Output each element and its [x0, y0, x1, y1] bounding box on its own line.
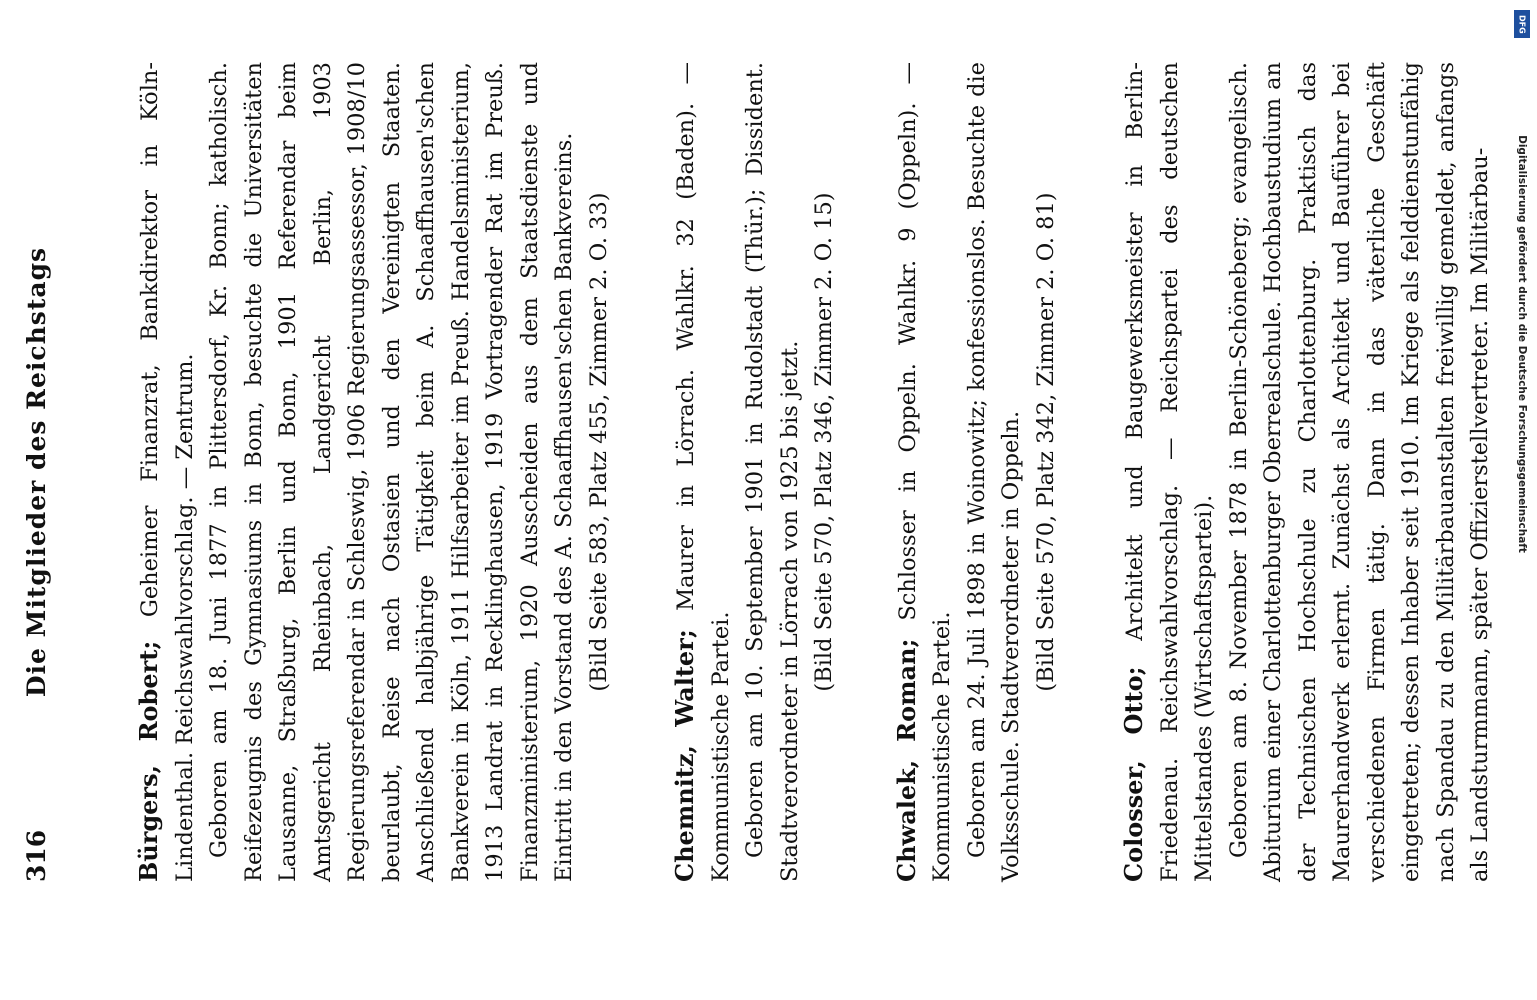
biography-entry [1117, 62, 1498, 882]
entry-paragraph: Geboren am 24. Juli 1898 in Woinowitz; konfessionslos. Besuchte die Volksschule. Stadtverordneter in Oppeln. [963, 62, 1024, 882]
digitization-credit: Digitalisierung gefördert durch die Deutsche Forschungsgemeinschaft [1516, 135, 1528, 553]
entry-heading [668, 62, 738, 882]
entry-heading [132, 62, 202, 882]
entry-occupation: Maurer in Lörrach. Wahlkr. 32 (Baden). — Kommunistische Partei. [673, 61, 734, 882]
entry-given-name: Walter; [670, 629, 699, 727]
entry-heading [1117, 62, 1222, 882]
biography-entry [890, 62, 1064, 882]
entry-surname: Chwalek, [891, 759, 921, 882]
entry-given-name: Otto; [1119, 666, 1148, 735]
running-head [22, 62, 84, 882]
entry-reference: (Bild Seite 583, Platz 455, Zimmer 2. O. 33) [585, 192, 612, 692]
entry-occupation: Schlosser in Oppeln. Wahlkr. 9 (Oppeln). — Kommunistische Partei. [894, 62, 955, 882]
entry-surname: Colosser, [1119, 760, 1148, 882]
entry-reference: (Bild Seite 570, Platz 346, Zimmer 2. O. 15) [811, 192, 837, 692]
dfg-logo-icon: DFG [1514, 10, 1530, 38]
entry-paragraph: Geboren am 8. November 1878 in Berlin-Schöneberg; evangelisch. Abiturium einer Charlottenburger Oberrealschule. Hochbaustudium an der Technischen Hochschule zu Charlottenburg. Praktisch das Maurerhandwerk erlernt. Zunächst als Architekt und Bauführer bei verschiedenen Firmen tätig. Dann in das väterliche Geschäft eingetreten; dessen Inhaber seit 1910. Im Kriege als felddienstunfähig nach Spandau zu den Militärbauanstalten freiwillig gemeldet, anfangs als Landsturmmann, später Offizierstellvertreter. Im Militärbau- [1225, 62, 1493, 882]
entry-given-name: Robert; [134, 640, 163, 742]
entry-given-name: Roman; [891, 638, 921, 742]
entry-surname: Chemnitz, [670, 745, 699, 882]
digitization-stamp [1509, 4, 1535, 684]
entry-surname: Bürgers, [134, 765, 163, 882]
page-number: 316 [22, 829, 51, 882]
entry-reference: (Bild Seite 570, Platz 342, Zimmer 2. O. 81) [1032, 192, 1059, 692]
entry-occupation: Architekt und Baugewerksmeister in Berlin-Friedenau. Reichswahlvorschlag. — Reichspartei des deutschen Mittelstandes (Wirtschaftspartei). [1122, 62, 1217, 882]
running-title: Die Mitglieder des Reichstags [22, 246, 51, 698]
biography-entry [668, 62, 842, 882]
entry-paragraph: Geboren am 10. September 1901 in Rudolstadt (Thür.); Dissident. Stadtverordneter in Lörrach von 1925 bis jetzt. [742, 62, 803, 882]
biography-entry [132, 62, 616, 882]
entry-paragraph: Geboren am 18. Juni 1877 in Plittersdorf, Kr. Bonn; katholisch. Reifezeugnis des Gymnasiums in Bonn, besuchte die Universitäten Lausanne, Straßburg, Berlin und Bonn, 1901 Referendar beim Amtsgericht Rheinbach, Landgericht Berlin, 1903 Regierungsreferendar in Schleswig, 1906 Regierungsassessor, 1908/10 beurlaubt, Reise nach Ostasien und den Vereinigten Staaten. Anschließend halbjährige Tätigkeit beim A. Schaaffhausen'schen Bankverein in Köln, 1911 Hilfsarbeiter im Preuß. Handelsministerium, 1913 Landrat in Recklinghausen, 1919 Vortragender Rat im Preuß. Finanzministerium, 1920 Ausscheiden aus dem Staatsdienste und Eintritt in den Vorstand des A. Schaaffhausen'schen Bankvereins. [206, 62, 577, 882]
entry-occupation: Geheimer Finanzrat, Bankdirektor in Köln-Lindenthal. Reichswahlvorschlag. — Zentrum. [137, 61, 198, 882]
entry-heading [890, 62, 960, 882]
